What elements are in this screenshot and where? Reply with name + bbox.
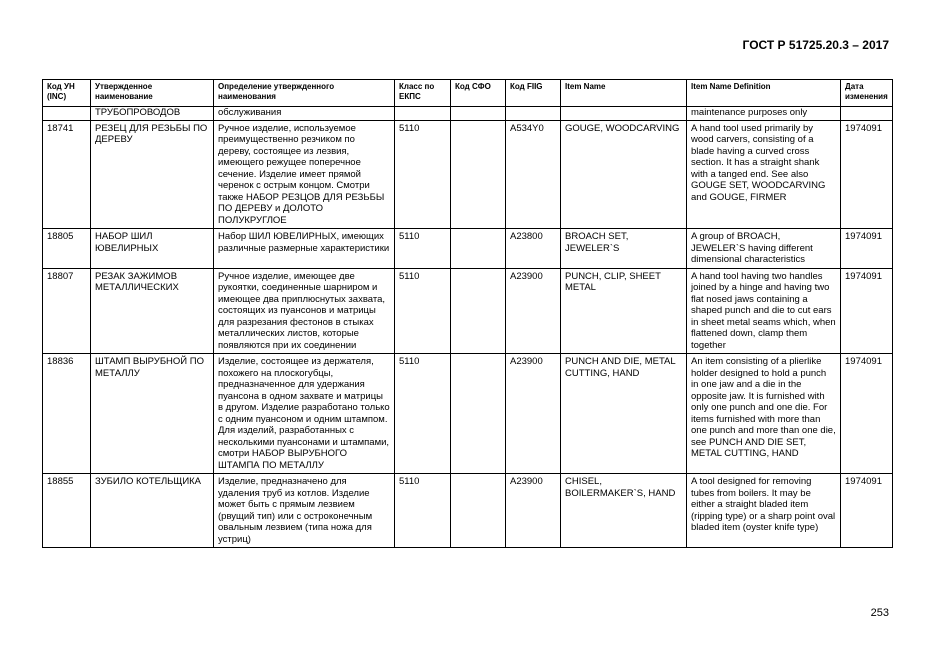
cell-fiig (506, 107, 561, 121)
table-header-row (43, 80, 893, 107)
cell-item-name: PUNCH, CLIP, SHEET METAL (561, 268, 687, 354)
column-header-fiig-code: Код FIIG (506, 80, 561, 107)
column-header-approved-name: Утвержденное наименование (91, 80, 214, 107)
column-header-ekps-class: Класс по ЕКПС (395, 80, 451, 107)
document-standard-header: ГОСТ Р 51725.20.3 – 2017 (742, 38, 889, 52)
column-header-item-name-definition: Item Name Definition (687, 80, 841, 107)
cell-ekps (395, 107, 451, 121)
cell-name: ШТАМП ВЫРУБНОЙ ПО МЕТАЛЛУ (91, 354, 214, 474)
cell-definition: Ручное изделие, имеющее две рукоятки, соединенные шарниром и имеющее два приплюснутых захвата, состоящих из пуансонов и матрицы для разрезания фестонов в стыках металлических листов, которые появляются при их соединении (214, 268, 395, 354)
cell-item-name: BROACH SET, JEWELER`S (561, 229, 687, 269)
cell-item-def: A tool designed for removing tubes from boilers. It may be either a straight bladed item (ripping type) or a sharp point oval bladed item (oyster knife type) (687, 474, 841, 548)
table-row (43, 354, 893, 474)
cell-definition: Изделие, состоящее из держателя, похожего на плоскогубцы, предназначенное для удержания пуансона в одном захвате и матрицы в другом. Изделие разработано только с одним пуансоном и одним штампом. Для изделий, разработанных с несколькими пуансонами и штампами, смотри НАБОР ВЫРУБНОГО ШТАМПА ПО МЕТАЛЛУ (214, 354, 395, 474)
cell-fiig: A23900 (506, 354, 561, 474)
column-header-sfo-code: Код СФО (451, 80, 506, 107)
cell-item-def: A hand tool used primarily by wood carvers, consisting of a blade having a curved cross section. It has a straight shank with a tanged end. See also GOUGE SET, WOODCARVING and GOUGE, FIRMER (687, 120, 841, 229)
cell-date (841, 107, 893, 121)
cell-item-name: GOUGE, WOODCARVING (561, 120, 687, 229)
cell-definition: Ручное изделие, используемое преимущественно резчиком по дереву, состоящее из лезвия, имеющего режущее поперечное сечение. Изделие имеет прямой черенок с острым концом. Смотри также НАБОР РЕЗЦОВ ДЛЯ РЕЗЬБЫ ПО ДЕРЕВУ и ДОЛОТО ПОЛУКРУГЛОЕ (214, 120, 395, 229)
cell-inc: 18807 (43, 268, 91, 354)
cell-date: 1974091 (841, 354, 893, 474)
column-header-inc: Код УН (INC) (43, 80, 91, 107)
cell-ekps: 5110 (395, 268, 451, 354)
cell-definition: Изделие, предназначено для удаления труб из котлов. Изделие может быть с прямым лезвием (рвущий тип) или с остроконечным овальным лезвием (типа ножа для устриц) (214, 474, 395, 548)
cell-fiig: A23900 (506, 474, 561, 548)
cell-inc (43, 107, 91, 121)
cell-item-def: maintenance purposes only (687, 107, 841, 121)
cell-name: ЗУБИЛО КОТЕЛЬЩИКА (91, 474, 214, 548)
cell-item-name: CHISEL, BOILERMAKER`S, HAND (561, 474, 687, 548)
cell-inc: 18741 (43, 120, 91, 229)
column-header-change-date: Дата изменения (841, 80, 893, 107)
cell-inc: 18805 (43, 229, 91, 269)
cell-inc: 18836 (43, 354, 91, 474)
cell-name: НАБОР ШИЛ ЮВЕЛИРНЫХ (91, 229, 214, 269)
page-number: 253 (870, 607, 889, 619)
cell-ekps: 5110 (395, 120, 451, 229)
cell-date: 1974091 (841, 474, 893, 548)
table-row (43, 268, 893, 354)
cell-item-def: A hand tool having two handles joined by a hinge and having two flat nosed jaws containing a shaped punch and die to cut ears in sheet metal seams which, when flattened down, clamp them together (687, 268, 841, 354)
cell-sfo (451, 354, 506, 474)
cell-name: РЕЗЕЦ ДЛЯ РЕЗЬБЫ ПО ДЕРЕВУ (91, 120, 214, 229)
cell-name: РЕЗАК ЗАЖИМОВ МЕТАЛЛИЧЕСКИХ (91, 268, 214, 354)
cell-date: 1974091 (841, 120, 893, 229)
table-row (43, 229, 893, 269)
cell-fiig: A23900 (506, 268, 561, 354)
cell-fiig: A23800 (506, 229, 561, 269)
table-row (43, 474, 893, 548)
cell-name: ТРУБОПРОВОДОВ (91, 107, 214, 121)
cell-sfo (451, 120, 506, 229)
cell-item-name (561, 107, 687, 121)
catalog-table (42, 79, 893, 548)
cell-ekps: 5110 (395, 474, 451, 548)
cell-inc: 18855 (43, 474, 91, 548)
column-header-item-name: Item Name (561, 80, 687, 107)
cell-sfo (451, 107, 506, 121)
cell-item-name: PUNCH AND DIE, METAL CUTTING, HAND (561, 354, 687, 474)
cell-sfo (451, 268, 506, 354)
cell-item-def: A group of BROACH, JEWELER`S having different dimensional characteristics (687, 229, 841, 269)
cell-date: 1974091 (841, 229, 893, 269)
cell-date: 1974091 (841, 268, 893, 354)
table-row-continuation (43, 107, 893, 121)
cell-ekps: 5110 (395, 354, 451, 474)
cell-item-def: An item consisting of a plierlike holder designed to hold a punch in one jaw and a die in the opposite jaw. It is furnished with only one punch and one die. For items furnished with more than one punch and more than one die, see PUNCH AND DIE SET, METAL CUTTING, HAND (687, 354, 841, 474)
cell-sfo (451, 474, 506, 548)
cell-definition: Набор ШИЛ ЮВЕЛИРНЫХ, имеющих различные размерные характеристики (214, 229, 395, 269)
table-row (43, 120, 893, 229)
column-header-definition: Определение утвержденного наименования (214, 80, 395, 107)
cell-fiig: A534Y0 (506, 120, 561, 229)
cell-sfo (451, 229, 506, 269)
cell-definition: обслуживания (214, 107, 395, 121)
cell-ekps: 5110 (395, 229, 451, 269)
